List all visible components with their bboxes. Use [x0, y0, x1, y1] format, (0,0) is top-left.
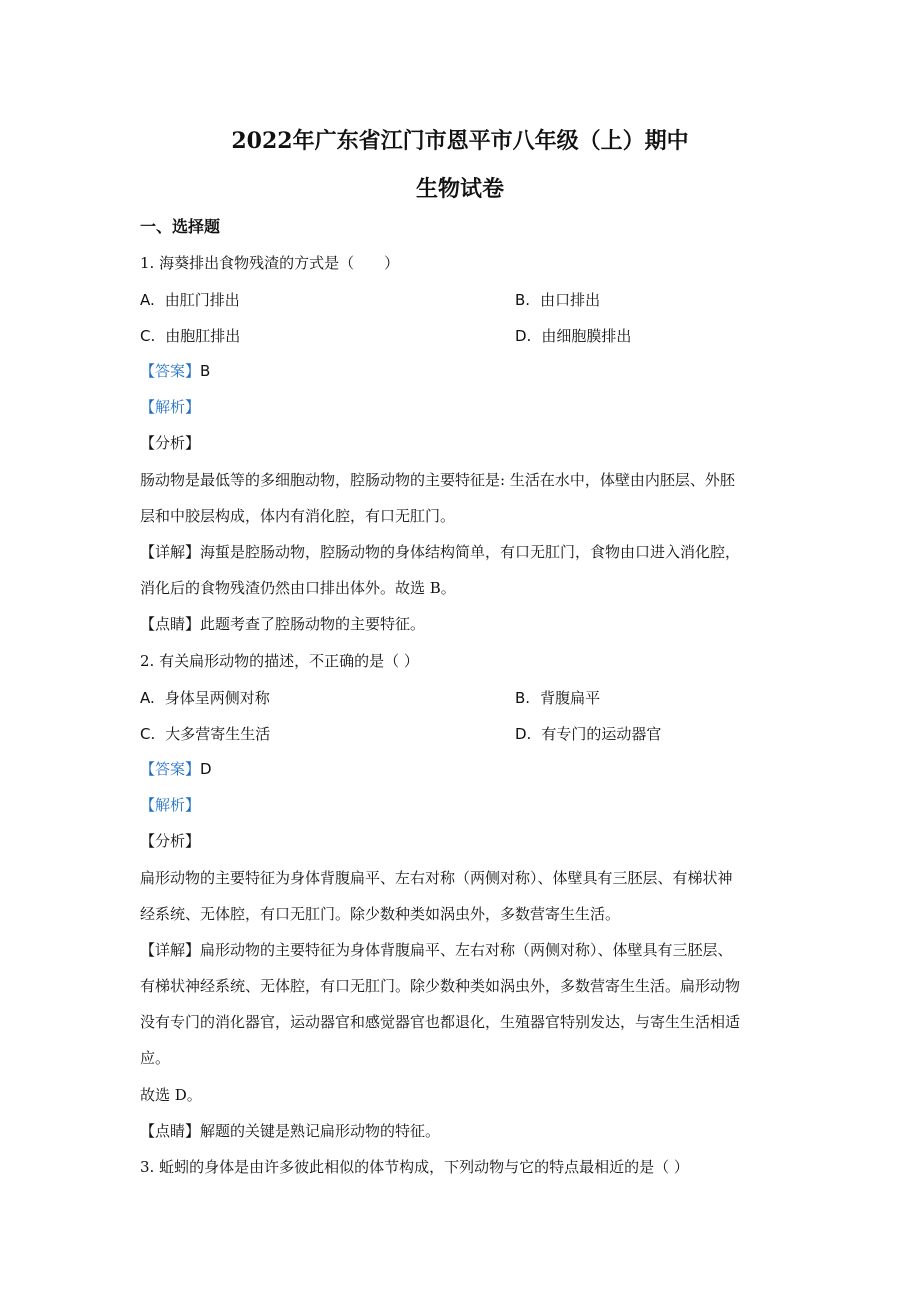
q2-answer	[140, 759, 800, 779]
section-heading: 一、选择题	[140, 217, 221, 236]
q2-detail	[140, 940, 800, 960]
q1-fenxi-text-2: 层和中胶层构成，体内有消化腔，有口无肛门。	[140, 507, 456, 525]
q1-detail	[140, 542, 800, 562]
q2-option-c	[140, 723, 270, 744]
question-1-stem: 1. 海葵排出食物残渣的方式是（ ）	[140, 254, 400, 272]
option-label: B.	[515, 689, 531, 707]
doc-title: 2022年广东省江门市恩平市八年级（上）期中	[231, 128, 689, 154]
q2-option-b	[515, 687, 600, 708]
option-label: C.	[140, 725, 156, 743]
answer-value: D	[200, 760, 212, 778]
comment-text: 解题的关键是熟记扁形动物的特征。	[200, 1122, 441, 1140]
option-label: D.	[515, 725, 532, 743]
option-text: 身体呈两侧对称	[164, 689, 270, 707]
q2-fenxi-text-2: 经系统、无体腔，有口无肛门。除少数种类如涡虫外，多数营寄生生活。	[140, 905, 621, 923]
option-label: B.	[515, 291, 531, 309]
q2-option-d	[515, 723, 661, 744]
q1-comment	[140, 614, 800, 634]
doc-subtitle: 生物试卷	[415, 176, 504, 202]
q1-option-a	[140, 289, 240, 310]
option-label: D.	[515, 327, 532, 345]
detail-text: 扁形动物的主要特征为身体背腹扁平、左右对称（两侧对称）、体壁具有三胚层、	[200, 941, 733, 959]
q2-detail-text-2: 有梯状神经系统、无体腔，有口无肛门。除少数种类如涡虫外，多数营寄生生活。扁形动物	[140, 977, 741, 995]
detail-text: 海蜇是腔肠动物，腔肠动物的身体结构简单，有口无肛门，食物由口进入消化腔，	[200, 543, 741, 561]
comment-tag: 【点睛】	[140, 615, 201, 633]
answer-tag: 【答案】	[140, 760, 201, 778]
answer-value: B	[200, 362, 211, 380]
q1-fenxi-text-1: 肠动物是最低等的多细胞动物，腔肠动物的主要特征是: 生活在水中，体壁由内胚层、外胚	[140, 471, 735, 489]
q1-option-b	[515, 289, 600, 310]
q2-comment	[140, 1121, 800, 1141]
option-text: 由口排出	[540, 291, 601, 309]
comment-text: 此题考查了腔肠动物的主要特征。	[200, 615, 426, 633]
q2-fenxi-text-1: 扁形动物的主要特征为身体背腹扁平、左右对称（两侧对称）、体壁具有三胚层、有梯状神	[140, 869, 733, 887]
detail-tag: 【详解】	[140, 941, 201, 959]
comment-tag: 【点睛】	[140, 1122, 201, 1140]
question-2-stem: 2. 有关扁形动物的描述，不正确的是（ ）	[140, 652, 419, 670]
option-text: 由胞肛排出	[165, 327, 241, 345]
answer-tag: 【答案】	[140, 362, 201, 380]
question-3-stem: 3. 蚯蚓的身体是由许多彼此相似的体节构成，下列动物与它的特点最相近的是（ ）	[140, 1158, 689, 1176]
option-text: 背腹扁平	[540, 689, 601, 707]
q1-option-c	[140, 325, 240, 346]
option-text: 大多营寄生生活	[165, 725, 271, 743]
q1-answer	[140, 361, 800, 381]
q2-choose: 故选 D。	[140, 1086, 202, 1104]
q1-analysis-tag: 【解析】	[140, 398, 201, 416]
option-text: 有专门的运动器官	[541, 725, 662, 743]
option-label: A.	[140, 689, 155, 707]
option-text: 由细胞膜排出	[541, 327, 632, 345]
q2-detail-text-3: 没有专门的消化器官，运动器官和感觉器官也都退化，生殖器官特别发达，与寄生生活相适	[140, 1013, 741, 1031]
q2-detail-text-4: 应。	[140, 1049, 171, 1067]
q1-option-d	[515, 325, 631, 346]
q2-analysis-tag: 【解析】	[140, 796, 201, 814]
option-text: 由肛门排出	[164, 291, 240, 309]
q1-detail-text-2: 消化后的食物残渣仍然由口排出体外。故选 B。	[140, 579, 456, 597]
q2-fenxi-tag: 【分析】	[140, 832, 201, 850]
q1-fenxi-tag: 【分析】	[140, 434, 201, 452]
option-label: A.	[140, 291, 155, 309]
detail-tag: 【详解】	[140, 543, 201, 561]
option-label: C.	[140, 327, 156, 345]
q2-option-a	[140, 687, 270, 708]
